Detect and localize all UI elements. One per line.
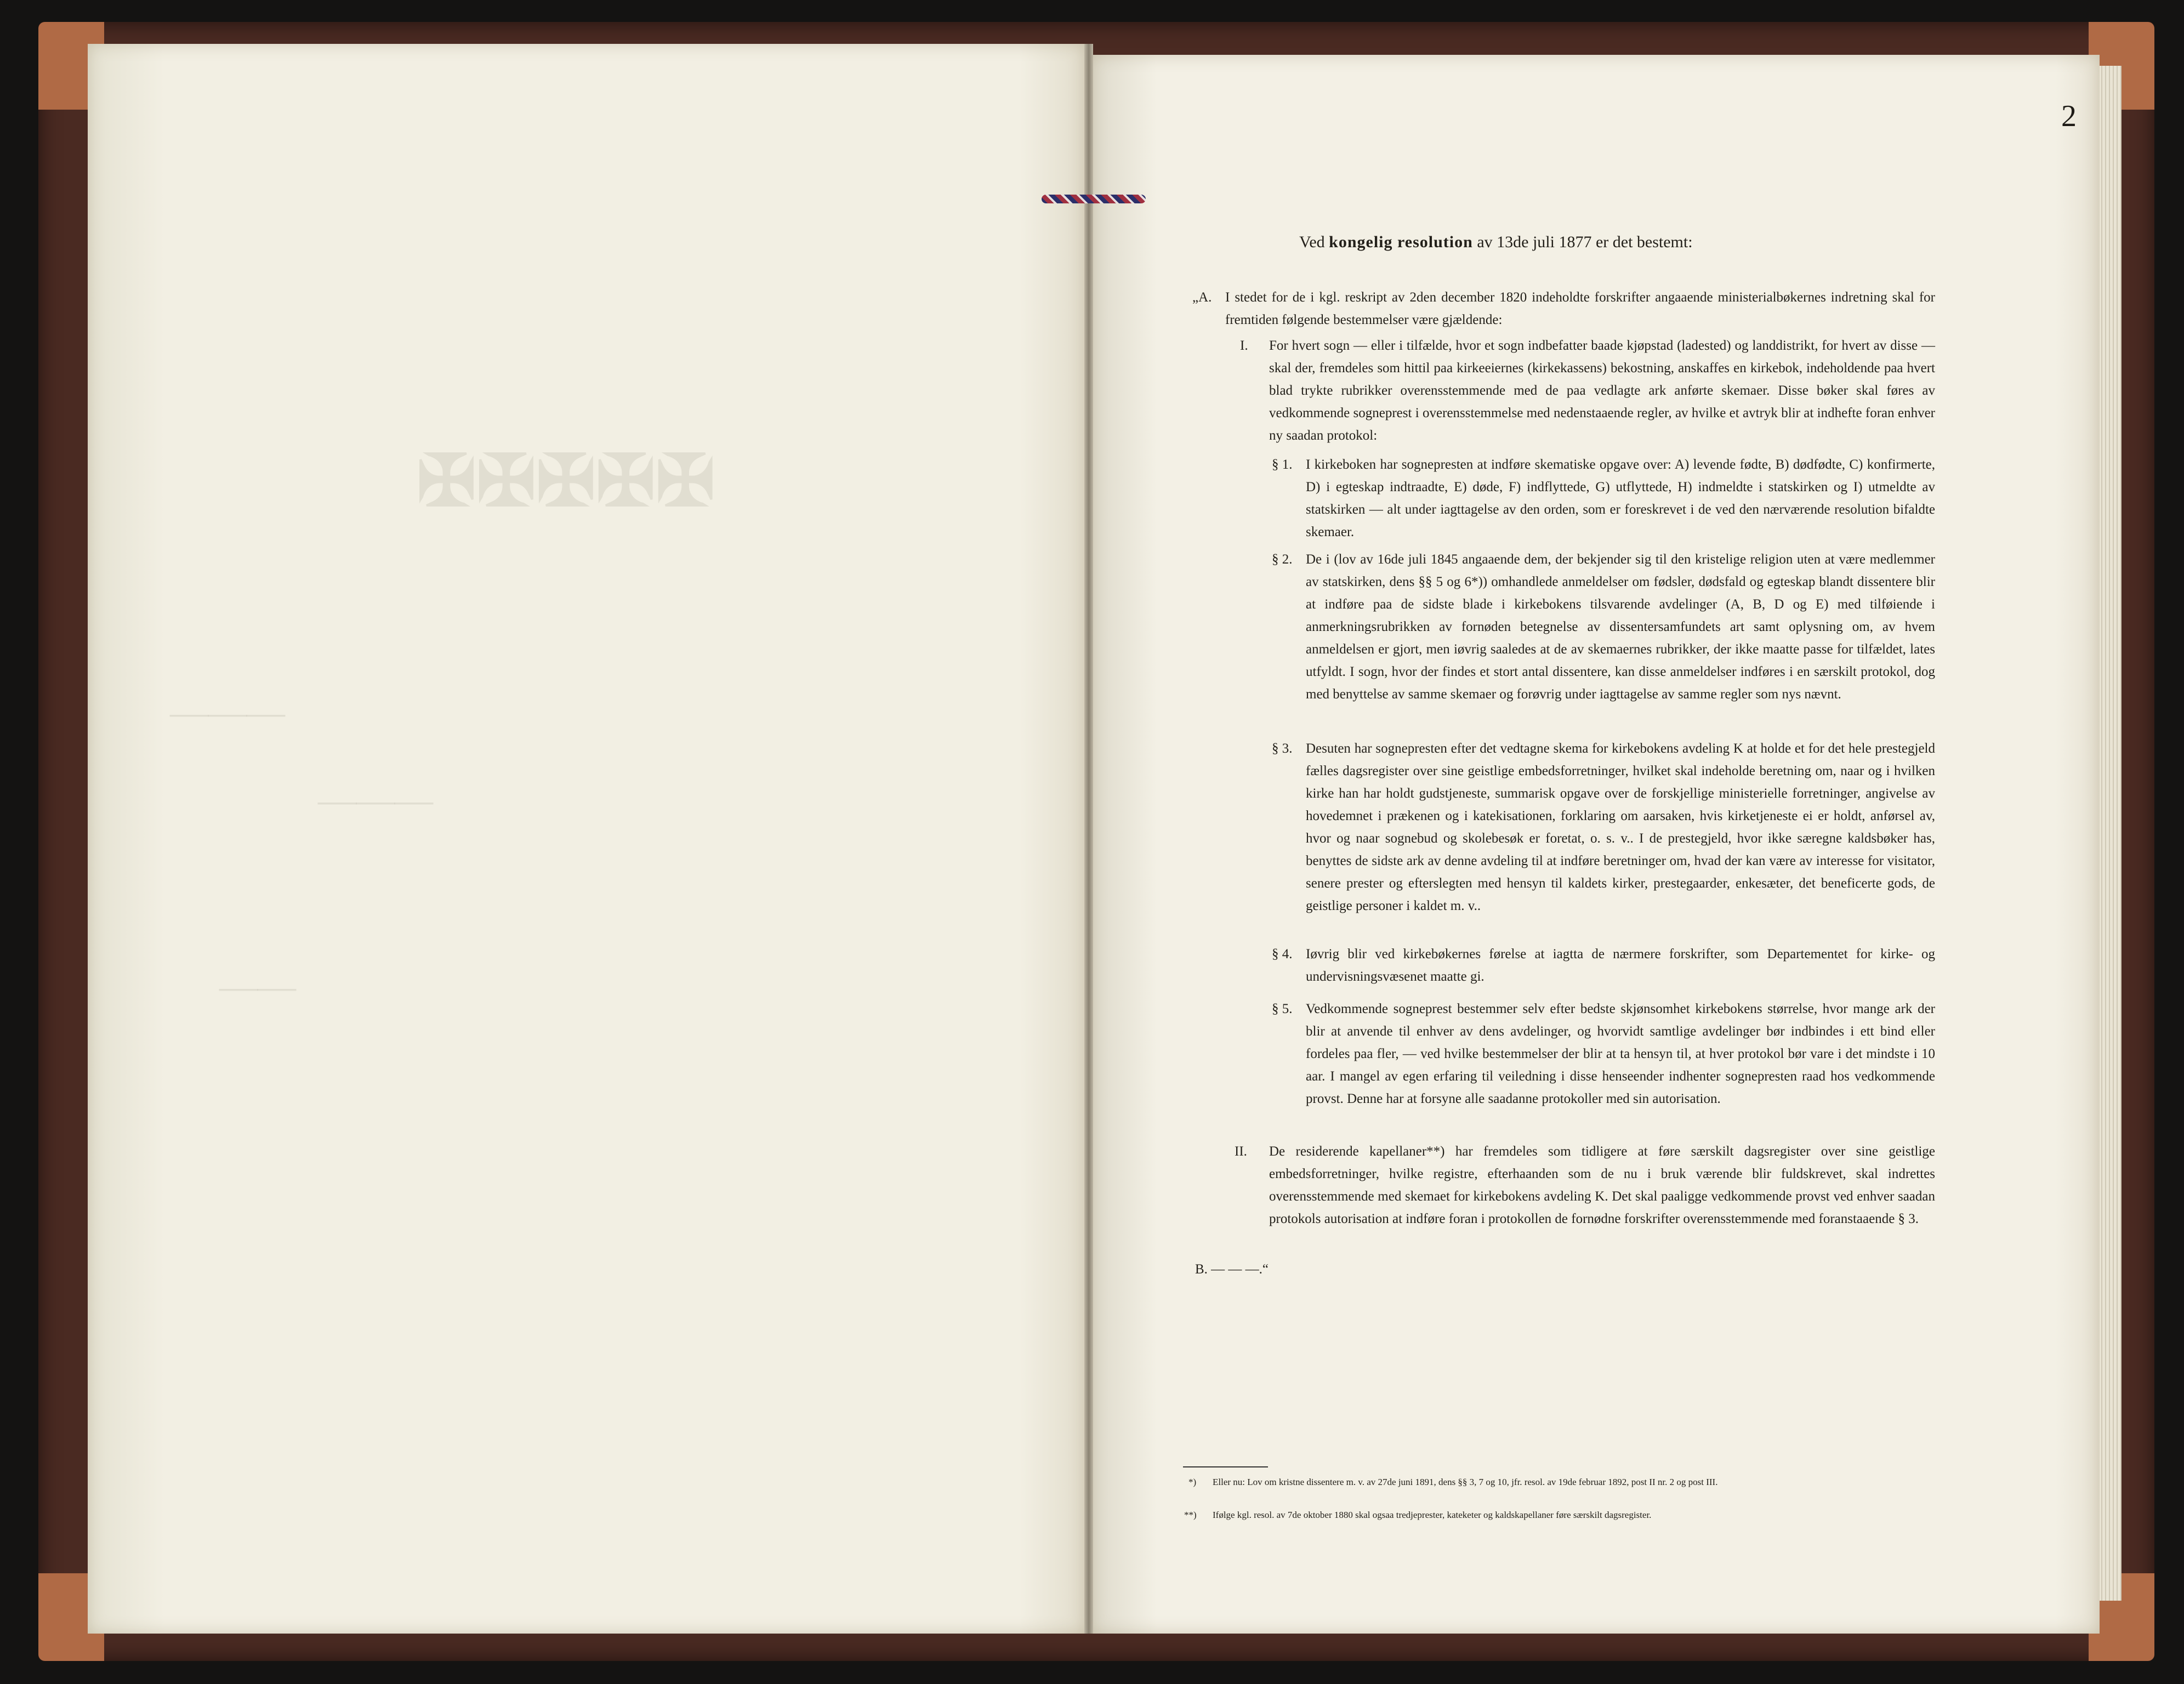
page-title — [1299, 233, 1693, 252]
footnote-2-text: Ifølge kgl. resol. av 7de oktober 1880 skal ogsaa tredjeprester, kateketer og kaldskapellaner føre særskilt dagsregister. — [1213, 1510, 1652, 1520]
section-i-text: For hvert sogn — eller i tilfælde, hvor et sogn indbefatter baade kjøpstad (ladested) og landdistrikt, for hvert av disse — skal der, fremdeles som hittil paa kirkeeiernes (kirkekassens) bekostning, anskaffes en kirkebok, indeholdende paa hvert blad trykte rubrikker overensstemmende med de paa vedlagte ark anførte skemaer. Disse bøker skal føres av vedkommende sogneprest i overensstemmelse med nedenstaaende regler, av hvilke et avtryk blir at indhefte foran enhver ny saadan protokol: — [1269, 338, 1935, 443]
paragraph-4-label: § 4. — [1272, 947, 1293, 962]
bleed-through-line: ——— — [318, 779, 433, 821]
footnote-rule — [1183, 1466, 1268, 1467]
title-bold: kongelig resolution — [1329, 233, 1473, 251]
footnote-1-mark: *) — [1188, 1477, 1197, 1487]
left-page-content — [88, 44, 1085, 1634]
paragraph-3-text: Desuten har sognepresten efter det vedtagne skema for kirkebokens avdeling K at holde et for det hele prestegjeld fælles dagsregister over sine geistlige embedsforretninger, hvilket skal indeholde beretning om, naar og i hvilken kirke han har holdt gudstjeneste, summarisk opgave over de forskjellige ministerielle forretninger, angivelse av hovedemnet i prækenen og i katekisationen, forklaring om aarsaken, hvis kirketjeneste ei er holdt, anførsel av, hvor og naar sognebud og skolebesøk er foretat, o. s. v.. I de prestegjeld, hvor ikke særegne kaldsbøker has, benyttes de sidste ark av denne avdeling til at indføre beretninger om, hvad der kan være av interesse for visitator, senere prester og efterslegten med hensyn til kaldets kirker, prestegaarder, enkesæter, det beneficerte gods, de geistlige personer i kaldet m. v.. — [1306, 741, 1935, 913]
paragraph-1-label: § 1. — [1272, 457, 1293, 472]
page-number: 2 — [2061, 99, 2077, 133]
title-suffix: av 13de juli 1877 er det bestemt: — [1477, 233, 1693, 251]
section-ii-text: De residerende kapellaner**) har fremdeles som tidligere at føre særskilt dagsregister over sine geistlige embedsforretninger, hvilke registre, efterhaanden som de nu i bruk værende blir fuldskrevet, skal indrettes overensstemmende med skemaet for kirkebokens avdeling K. Det skal paaligge vedkommende provst ved enhver saadan protokols autorisation at indføre foran i protokollen de fornødne forskrifter overensstemmende med foranstaaende § 3. — [1269, 1144, 1935, 1226]
bleed-through-title: ✠✠✠✠✠ — [417, 439, 715, 522]
paragraph-1-text: I kirkeboken har sognepresten at indføre skematiske opgave over: A) levende fødte, B) dødfødte, C) konfirmerte, D) i egteskap indtraadte, E) døde, F) indflyttede, G) utflyttede, H) indmeldte i statskirken og I) utmeldte av statskirken — alt under iagttagelse av den orden, som er foreskrevet i de ved den nærværende resolution bifaldte skemaer. — [1306, 457, 1935, 539]
paragraph-5-text: Vedkommende sogneprest bestemmer selv efter bedste skjønsomhet kirkebokens størrelse, hvor mange ark der blir at anvende til enhver av dens avdelinger, og hvorvidt samtlige avdelinger bør indbindes i ett bind eller fordeles paa fler, — ved hvilke bestemmelser der blir at ta hensyn til, at hver protokol bør vare i det mindste i 10 aar. I mangel av egen erfaring til veiledning i disse henseender indhenter sognepresten raad hos vedkommende provst. Denne har at forsyne alle saadanne protokoller med sin autorisation. — [1306, 1002, 1935, 1106]
section-a-label: „A. — [1192, 290, 1212, 305]
paragraph-5-label: § 5. — [1272, 1002, 1293, 1016]
section-a-text: I stedet for de i kgl. reskript av 2den december 1820 indeholdte forskrifter angaaende ministerialbøkernes indretning skal for fremtiden følgende bestemmelser være gjældende: — [1225, 290, 1935, 327]
footnote-1-text: Eller nu: Lov om kristne dissentere m. v. av 27de juni 1891, dens §§ 3, 7 og 10, jfr. resol. av 19de februar 1892, post II nr. 2 og post III. — [1213, 1477, 1718, 1487]
section-ii-label: II. — [1235, 1144, 1247, 1159]
resolution-page — [1091, 55, 2100, 1634]
footnote-2-mark: **) — [1184, 1510, 1197, 1520]
bleed-through-line: —— — [219, 965, 296, 1008]
paragraph-4-text: Iøvrig blir ved kirkebøkernes førelse at iagtta de nærmere forskrifter, som Departementet for kirke- og undervisningsvæsenet maatte gi. — [1306, 947, 1935, 984]
paragraph-3-label: § 3. — [1272, 741, 1293, 756]
section-b: B. — — —.“ — [1195, 1262, 1269, 1277]
bleed-through-line: ——— — [170, 691, 285, 733]
title-prefix: Ved — [1299, 233, 1325, 251]
section-i-label: I. — [1240, 338, 1248, 353]
paragraph-2-label: § 2. — [1272, 552, 1293, 567]
paragraph-2-text: De i (lov av 16de juli 1845 angaaende dem, der bekjender sig til den kristelige religion uten at være medlemmer av statskirken, dens §§ 5 og 6*)) omhandlede anmeldelser om fødsler, dødsfald og egteskap blandt dissentere blir at indføre paa de sidste blade i kirkebokens tilsvarende avdelinger (A, B, D og E) med tilføiende i anmerkningsrubrikken av fornøden betegnelse av dissentersamfundets art samt oplysning om, av hvem anmeldelsen er gjort, men iøvrig saaledes at de av skemaernes rubrikker, der ikke maatte passe for tilfældet, lates utfyldt. I sogn, hvor der findes et stort antal dissentere, kan disse anmeldelser indføres i en særskilt protokol, dog med benyttelse av samme skemaer og forøvrig under iagttagelse av samme regler som nys nævnt. — [1306, 552, 1935, 702]
